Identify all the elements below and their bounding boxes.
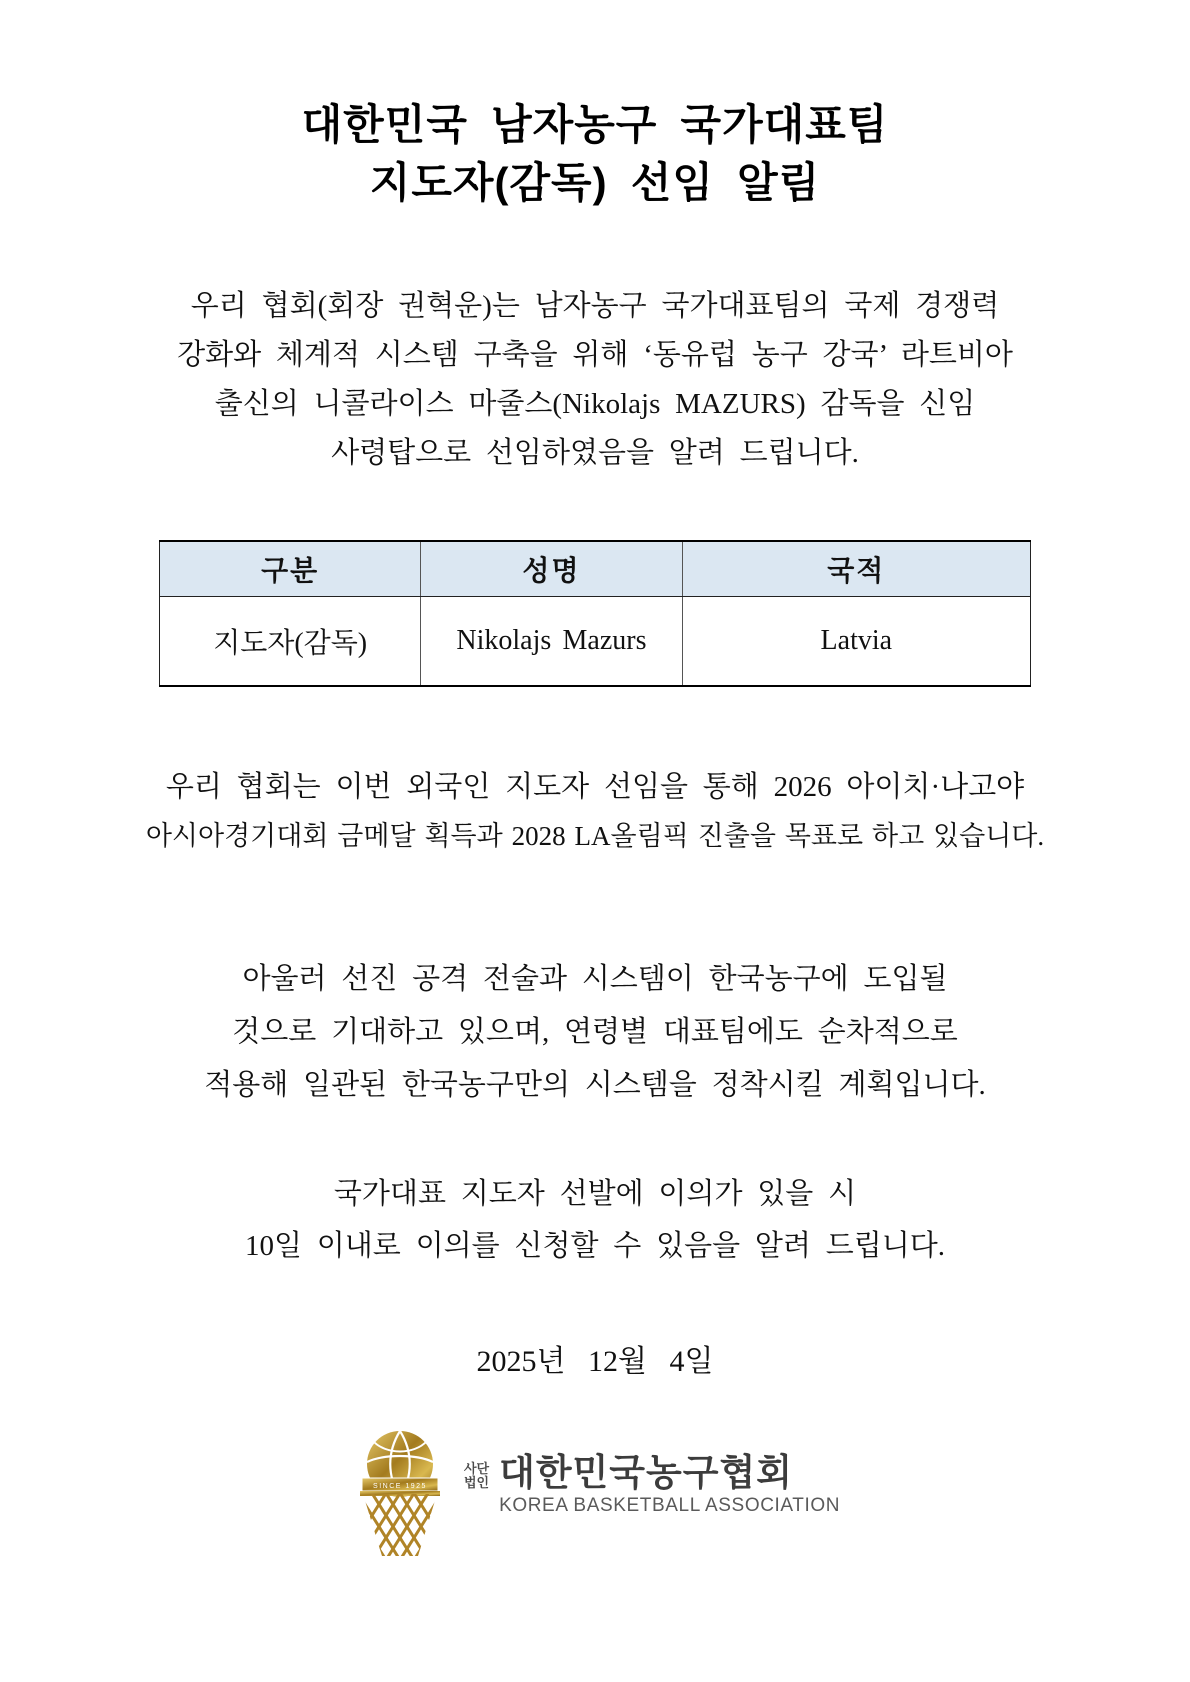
table-cell-name: Nikolajs Mazurs	[421, 596, 682, 686]
document-date: 2025년 12월 4일	[476, 1344, 714, 1378]
kba-logo	[0, 1428, 1190, 1560]
text-line: 우리 협회는 이번 외국인 지도자 선임을 통해 2026 아이치·나고야	[165, 770, 1025, 803]
document-title	[0, 96, 1190, 212]
table-cell-category: 지도자(감독)	[160, 596, 421, 686]
table-cell-nationality: Latvia	[682, 596, 1030, 686]
appointment-table	[159, 540, 1031, 687]
text-line: 것으로 기대하고 있으며, 연령별 대표팀에도 순차적으로	[232, 1015, 958, 1048]
org-name-korean: 대한민국농구협회	[499, 1451, 794, 1493]
text-line: 우리 협회(회장 권혁운)는 남자농구 국가대표팀의 국제 경쟁력	[190, 289, 1000, 322]
title-line-2: 지도자(감독) 선임 알림	[369, 158, 821, 206]
paragraph-expectation	[0, 953, 1190, 1112]
kba-logo-text	[463, 1451, 841, 1517]
table-header-name: 성명	[421, 541, 682, 597]
corp-type-line-1: 사단	[463, 1460, 490, 1476]
table-row	[160, 596, 1031, 686]
text-line: 아시아경기대회 금메달 획득과 2028 LA올림픽 진출을 목표로 하고 있습니다.	[145, 820, 1045, 851]
table-header-category: 구분	[160, 541, 421, 597]
text-line: 출신의 니콜라이스 마줄스(Nikolajs MAZURS) 감독을 신임	[214, 387, 976, 420]
paragraph-intro	[0, 282, 1190, 478]
paragraph-goal	[0, 763, 1190, 861]
text-line: 10일 이내로 이의를 신청할 수 있음을 알려 드립니다.	[244, 1229, 946, 1262]
text-line: 사령탑으로 선임하였음을 알려 드립니다.	[331, 436, 859, 469]
corp-type-label	[464, 1462, 489, 1490]
title-line-1: 대한민국 남자농구 국가대표팀	[301, 101, 889, 148]
text-line: 아울러 선진 공격 전술과 시스템이 한국농구에 도입될	[242, 962, 948, 995]
paragraph-objection	[0, 1168, 1190, 1272]
table-header-row	[160, 541, 1031, 597]
org-name-english: KOREA BASKETBALL ASSOCIATION	[499, 1494, 841, 1516]
table-header-nationality: 국적	[682, 541, 1030, 597]
text-line: 국가대표 지도자 선발에 이의가 있을 시	[333, 1177, 857, 1210]
basketball-hoop-icon	[350, 1428, 450, 1560]
text-line: 적용해 일관된 한국농구만의 시스템을 정착시킬 계획입니다.	[204, 1068, 986, 1101]
text-line: 강화와 체계적 시스템 구축을 위해 ‘동유럽 농구 강국’ 라트비아	[177, 338, 1013, 371]
corp-type-line-2: 법인	[463, 1474, 490, 1490]
since-1925-label: SINCE 1925	[372, 1482, 427, 1490]
